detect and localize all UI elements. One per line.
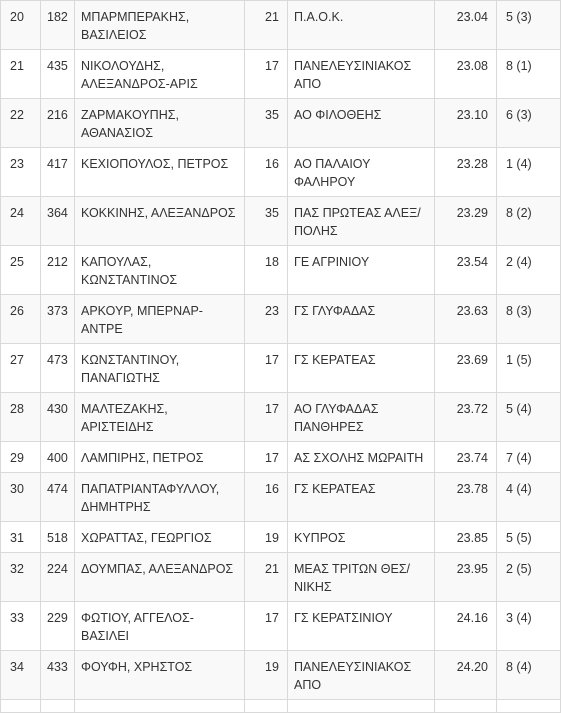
- cell-name: ΦΟΥΦΗ, ΧΡΗΣΤΟΣ: [75, 651, 245, 700]
- cell-club: ΓΣ ΚΕΡΑΤΕΑΣ: [288, 344, 435, 393]
- cell-age: 17: [245, 344, 288, 393]
- cell-club: Π.Α.Ο.Κ.: [288, 1, 435, 50]
- cell-rank: 20: [1, 1, 41, 50]
- cell-age: 35: [245, 99, 288, 148]
- results-table-body: [1, 0, 561, 713]
- cell-club: ΠΑΣ ΠΡΩΤΕΑΣ ΑΛΕΞ/ ΠΟΛΗΣ: [288, 197, 435, 246]
- cell-bib: [41, 700, 75, 713]
- cell-rank: 23: [1, 148, 41, 197]
- cell-age: 19: [245, 651, 288, 700]
- cell-age: 35: [245, 197, 288, 246]
- table-row: [1, 246, 561, 295]
- cell-name: ΚΑΠΟΥΛΑΣ, ΚΩΝΣΤΑΝΤΙΝΟΣ: [75, 246, 245, 295]
- table-row: [1, 522, 561, 553]
- cell-time: 23.69: [435, 344, 497, 393]
- cell-rank: 29: [1, 442, 41, 473]
- cell-time: 23.54: [435, 246, 497, 295]
- table-row: [1, 99, 561, 148]
- cell-time: 23.08: [435, 50, 497, 99]
- cell-heat: 6 (3): [497, 99, 561, 148]
- cell-bib: 224: [41, 553, 75, 602]
- cell-heat: 7 (4): [497, 442, 561, 473]
- cell-rank: 24: [1, 197, 41, 246]
- cell-club: ΓΣ ΓΛΥΦΑΔΑΣ: [288, 295, 435, 344]
- cell-club: ΚΥΠΡΟΣ: [288, 522, 435, 553]
- cell-time: 23.95: [435, 553, 497, 602]
- cell-name: ΛΑΜΠΙΡΗΣ, ΠΕΤΡΟΣ: [75, 442, 245, 473]
- cell-rank: 32: [1, 553, 41, 602]
- cell-rank: 33: [1, 602, 41, 651]
- cell-name: ΔΟΥΜΠΑΣ, ΑΛΕΞΑΝΔΡΟΣ: [75, 553, 245, 602]
- cell-club: ΑΟ ΓΛΥΦΑΔΑΣ ΠΑΝΘΗΡΕΣ: [288, 393, 435, 442]
- cell-rank: 26: [1, 295, 41, 344]
- cell-heat: 1 (4): [497, 148, 561, 197]
- cell-age: 21: [245, 553, 288, 602]
- cell-heat: 8 (3): [497, 295, 561, 344]
- cell-rank: 28: [1, 393, 41, 442]
- cell-bib: 417: [41, 148, 75, 197]
- cell-rank: 30: [1, 473, 41, 522]
- table-row: [1, 651, 561, 700]
- cell-time: 23.10: [435, 99, 497, 148]
- cell-time: [435, 700, 497, 713]
- cell-club: ΑΟ ΠΑΛΑΙΟΥ ΦΑΛΗΡΟΥ: [288, 148, 435, 197]
- table-row: [1, 295, 561, 344]
- cell-name: ΦΩΤΙΟΥ, ΑΓΓΕΛΟΣ-ΒΑΣΙΛΕΙ: [75, 602, 245, 651]
- cell-club: ΠΑΝΕΛΕΥΣΙΝΙΑΚΟΣ ΑΠΟ: [288, 50, 435, 99]
- cell-age: 19: [245, 522, 288, 553]
- table-row: [1, 50, 561, 99]
- table-row: [1, 344, 561, 393]
- cell-time: 23.74: [435, 442, 497, 473]
- cell-heat: 5 (3): [497, 1, 561, 50]
- cell-heat: 2 (5): [497, 553, 561, 602]
- cell-bib: 473: [41, 344, 75, 393]
- cell-bib: 212: [41, 246, 75, 295]
- cell-bib: 433: [41, 651, 75, 700]
- table-row: [1, 700, 561, 713]
- cell-heat: 5 (5): [497, 522, 561, 553]
- cell-club: [288, 700, 435, 713]
- cell-bib: 364: [41, 197, 75, 246]
- table-row: [1, 553, 561, 602]
- cell-time: 23.72: [435, 393, 497, 442]
- cell-time: 24.20: [435, 651, 497, 700]
- cell-age: 17: [245, 442, 288, 473]
- cell-heat: 3 (4): [497, 602, 561, 651]
- cell-bib: 229: [41, 602, 75, 651]
- cell-bib: 474: [41, 473, 75, 522]
- cell-heat: 5 (4): [497, 393, 561, 442]
- cell-time: 23.04: [435, 1, 497, 50]
- cell-rank: [1, 700, 41, 713]
- cell-bib: 430: [41, 393, 75, 442]
- table-row: [1, 602, 561, 651]
- cell-rank: 22: [1, 99, 41, 148]
- cell-age: 16: [245, 148, 288, 197]
- cell-club: ΑΟ ΦΙΛΟΘΕΗΣ: [288, 99, 435, 148]
- cell-time: 23.28: [435, 148, 497, 197]
- cell-name: ΝΙΚΟΛΟΥΔΗΣ, ΑΛΕΞΑΝΔΡΟΣ-ΑΡΙΣ: [75, 50, 245, 99]
- cell-age: 18: [245, 246, 288, 295]
- cell-time: 23.78: [435, 473, 497, 522]
- cell-club: ΑΣ ΣΧΟΛΗΣ ΜΩΡΑΙΤΗ: [288, 442, 435, 473]
- cell-rank: 34: [1, 651, 41, 700]
- cell-age: 23: [245, 295, 288, 344]
- cell-name: ΚΟΚΚΙΝΗΣ, ΑΛΕΞΑΝΔΡΟΣ: [75, 197, 245, 246]
- cell-age: 16: [245, 473, 288, 522]
- cell-time: 23.85: [435, 522, 497, 553]
- cell-bib: 518: [41, 522, 75, 553]
- cell-bib: 435: [41, 50, 75, 99]
- cell-age: [245, 700, 288, 713]
- table-row: [1, 473, 561, 522]
- cell-name: [75, 700, 245, 713]
- cell-age: 21: [245, 1, 288, 50]
- cell-rank: 21: [1, 50, 41, 99]
- cell-club: ΓΕ ΑΓΡΙΝΙΟΥ: [288, 246, 435, 295]
- table-row: [1, 393, 561, 442]
- table-row: [1, 197, 561, 246]
- cell-rank: 27: [1, 344, 41, 393]
- cell-rank: 25: [1, 246, 41, 295]
- cell-name: ΜΠΑΡΜΠΕΡΑΚΗΣ, ΒΑΣΙΛΕΙΟΣ: [75, 1, 245, 50]
- cell-heat: 8 (2): [497, 197, 561, 246]
- cell-time: 23.63: [435, 295, 497, 344]
- table-row: [1, 148, 561, 197]
- cell-rank: 31: [1, 522, 41, 553]
- cell-heat: 8 (1): [497, 50, 561, 99]
- cell-heat: 4 (4): [497, 473, 561, 522]
- cell-name: ΑΡΚΟΥΡ, ΜΠΕΡΝΑΡ-ΑΝΤΡΕ: [75, 295, 245, 344]
- cell-heat: [497, 700, 561, 713]
- cell-time: 24.16: [435, 602, 497, 651]
- cell-heat: 2 (4): [497, 246, 561, 295]
- cell-heat: 8 (4): [497, 651, 561, 700]
- cell-age: 17: [245, 50, 288, 99]
- cell-club: ΓΣ ΚΕΡΑΤΣΙΝΙΟΥ: [288, 602, 435, 651]
- cell-club: ΠΑΝΕΛΕΥΣΙΝΙΑΚΟΣ ΑΠΟ: [288, 651, 435, 700]
- cell-name: ΚΩΝΣΤΑΝΤΙΝΟΥ, ΠΑΝΑΓΙΩΤΗΣ: [75, 344, 245, 393]
- cell-time: 23.29: [435, 197, 497, 246]
- cell-name: ΧΩΡΑΤΤΑΣ, ΓΕΩΡΓΙΟΣ: [75, 522, 245, 553]
- cell-bib: 182: [41, 1, 75, 50]
- cell-name: ΠΑΠΑΤΡΙΑΝΤΑΦΥΛΛΟΥ, ΔΗΜΗΤΡΗΣ: [75, 473, 245, 522]
- cell-bib: 373: [41, 295, 75, 344]
- cell-age: 17: [245, 393, 288, 442]
- cell-bib: 216: [41, 99, 75, 148]
- table-row: [1, 1, 561, 50]
- table-row: [1, 442, 561, 473]
- cell-bib: 400: [41, 442, 75, 473]
- cell-club: ΓΣ ΚΕΡΑΤΕΑΣ: [288, 473, 435, 522]
- cell-name: ΖΑΡΜΑΚΟΥΠΗΣ, ΑΘΑΝΑΣΙΟΣ: [75, 99, 245, 148]
- cell-name: ΜΑΛΤΕΖΑΚΗΣ, ΑΡΙΣΤΕΙΔΗΣ: [75, 393, 245, 442]
- cell-age: 17: [245, 602, 288, 651]
- cell-club: ΜΕΑΣ ΤΡΙΤΩΝ ΘΕΣ/ ΝΙΚΗΣ: [288, 553, 435, 602]
- cell-heat: 1 (5): [497, 344, 561, 393]
- cell-name: ΚΕΧΙΟΠΟΥΛΟΣ, ΠΕΤΡΟΣ: [75, 148, 245, 197]
